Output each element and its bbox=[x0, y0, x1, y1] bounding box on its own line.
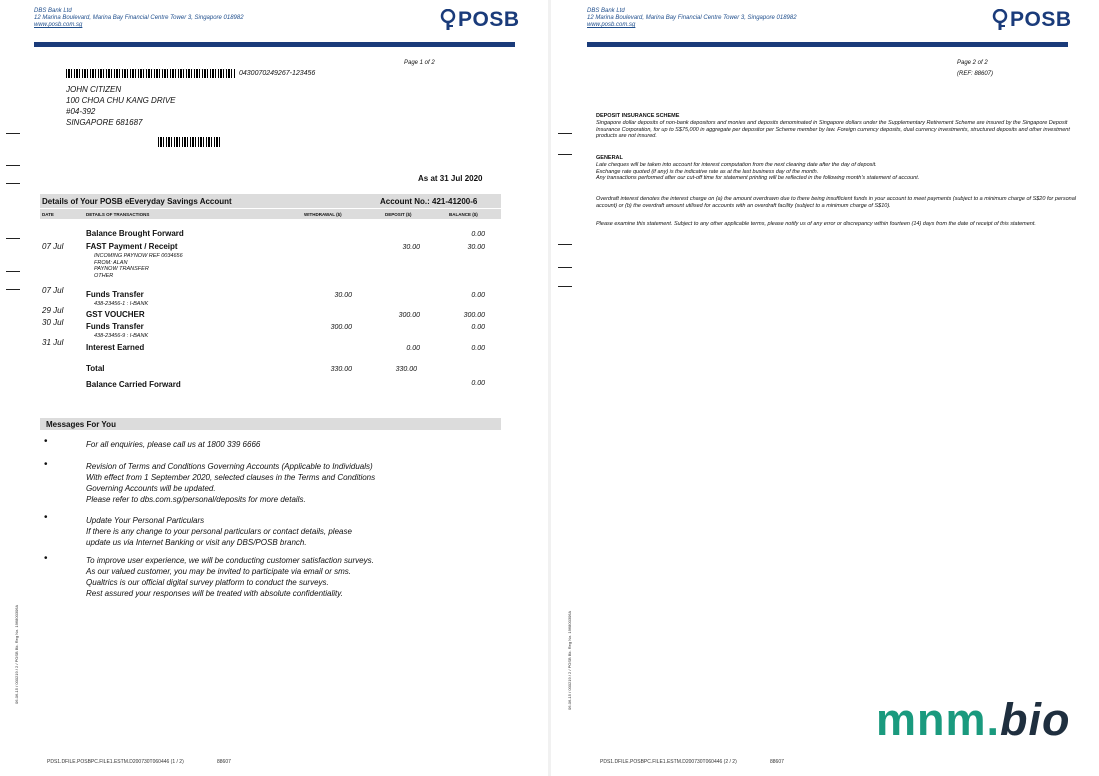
col-details: DETAILS OF TRANSACTIONS bbox=[86, 212, 150, 217]
bank-website-link[interactable]: www.posb.com.sg bbox=[34, 22, 83, 28]
header-divider bbox=[34, 42, 515, 47]
side-code: 06-06-15 / 000219 / 2 / POSB Bk. Reg No. 196800306A bbox=[567, 610, 572, 710]
bank-name: DBS Bank Ltd bbox=[587, 8, 625, 14]
footer-code: PDS1.DFILE.POSBPC.FILE1.ESTM.D200730T060446 (1 / 2) bbox=[47, 759, 184, 765]
address-line-3: SINGAPORE 681687 bbox=[66, 118, 143, 127]
txn-balance: 0.00 bbox=[471, 324, 485, 331]
txn-balance: 300.00 bbox=[463, 312, 485, 319]
watermark-part-2: bio bbox=[1000, 694, 1071, 745]
reference-number: (REF: 88607) bbox=[957, 71, 994, 77]
txn-withdrawal: 300.00 bbox=[330, 324, 352, 331]
fold-mark bbox=[6, 238, 20, 239]
col-balance: BALANCE ($) bbox=[449, 212, 478, 217]
txn-deposit: 0.00 bbox=[406, 345, 420, 352]
message-item: Update Your Personal Particulars If there is any change to your personal particulars or contact details, please update us via Internet Banking or visit any DBS/POSB branch. bbox=[86, 516, 352, 547]
deposit-insurance-title: DEPOSIT INSURANCE SCHEME bbox=[596, 113, 680, 119]
footer-ref: 88607 bbox=[217, 759, 231, 765]
txn-label: Funds Transfer bbox=[86, 322, 144, 331]
watermark-logo bbox=[876, 694, 1071, 746]
txn-label: FAST Payment / Receipt bbox=[86, 242, 178, 251]
posb-logo bbox=[440, 8, 520, 32]
address-line-2: #04-392 bbox=[66, 107, 96, 116]
fold-mark bbox=[558, 267, 572, 268]
txn-date: 07 Jul bbox=[42, 242, 64, 251]
fold-mark bbox=[6, 165, 20, 166]
txn-label: Funds Transfer bbox=[86, 290, 144, 299]
fold-mark bbox=[558, 154, 572, 155]
fold-mark bbox=[558, 133, 572, 134]
bullet: • bbox=[44, 436, 48, 447]
txn-deposit: 30.00 bbox=[402, 244, 420, 251]
bank-name: DBS Bank Ltd bbox=[34, 8, 72, 14]
account-title: Details of Your POSB eEveryday Savings Account bbox=[42, 197, 232, 206]
customer-name: JOHN CITIZEN bbox=[66, 85, 122, 94]
side-code: 06-06-15 / 000219 / 2 / POSB Bk. Reg No. 196800306A bbox=[14, 604, 19, 704]
message-item: Revision of Terms and Conditions Governing Accounts (Applicable to Individuals) With effect from 1 September 2020, selected clauses in the Terms and Conditions Governing Accounts will be updated. Please refer to dbs.com.sg/personal/deposits for more details. bbox=[86, 462, 376, 504]
fold-mark bbox=[558, 286, 572, 287]
txn-label: Balance Brought Forward bbox=[86, 229, 184, 238]
page-number: Page 2 of 2 bbox=[957, 60, 988, 66]
txn-sub-details: 438-23456-9 : I-BANK bbox=[94, 333, 149, 339]
general-text: Late cheques will be taken into account for interest computation from the next clearing date after the day of deposit. Exchange rate quoted (if any) is the indicative rate as at the last business day of the month. Any transactions performed after our cut-off time for statement printing will be reflected in the following month's statement of account. bbox=[596, 162, 920, 181]
address-line-1: 100 CHOA CHU KANG DRIVE bbox=[66, 96, 176, 105]
header-divider bbox=[587, 42, 1068, 47]
txn-balance: 30.00 bbox=[467, 244, 485, 251]
footer-ref: 88607 bbox=[770, 759, 784, 765]
watermark-part-1: mnm. bbox=[876, 694, 1001, 745]
txn-sub-details: INCOMING PAYNOW REF 0034656 FROM: ALAN PAYNOW TRANSFER OTHER bbox=[94, 253, 183, 279]
statement-page-1 bbox=[0, 0, 548, 776]
bank-address: 12 Marina Boulevard, Marina Bay Financial Centre Tower 3, Singapore 018982 bbox=[34, 15, 244, 21]
carried-balance: 0.00 bbox=[471, 380, 485, 387]
logo-text: POSB bbox=[1010, 8, 1072, 31]
logo-text: POSB bbox=[458, 8, 520, 31]
barcode-number: 0430070249267-123456 bbox=[239, 70, 316, 77]
txn-date: 07 Jul bbox=[42, 286, 64, 295]
statement-page-2 bbox=[551, 0, 1099, 776]
txn-balance: 0.00 bbox=[471, 231, 485, 238]
statement-date: As at 31 Jul 2020 bbox=[418, 174, 483, 183]
bank-address: 12 Marina Boulevard, Marina Bay Financial Centre Tower 3, Singapore 018982 bbox=[587, 15, 797, 21]
txn-balance: 0.00 bbox=[471, 292, 485, 299]
overdraft-text: Overdraft interest denotes the interest charge on (a) the amount overdrawn due to there being insufficient funds in your account to meet payments (subject to a minimum charge of S$20 for personal account) or (b) the overdraft amount utilised for accounts with an overdraft facility (subject to a minimum charge of S$10). bbox=[596, 196, 1076, 209]
account-number: Account No.: 421-41200-6 bbox=[380, 197, 478, 206]
bullet: • bbox=[44, 459, 48, 470]
footer-code: PDS1.DFILE.POSBPC.FILE1.ESTM.D200730T060446 (2 / 2) bbox=[600, 759, 737, 765]
message-item: For all enquiries, please call us at 1800 339 6666 bbox=[86, 440, 261, 449]
mail-barcode bbox=[66, 69, 236, 78]
posb-key-icon bbox=[440, 9, 456, 31]
postal-barcode bbox=[158, 137, 222, 147]
col-deposit: DEPOSIT ($) bbox=[385, 212, 412, 217]
txn-sub-details: 438-23456-1 : I-BANK bbox=[94, 301, 149, 307]
fold-mark bbox=[6, 289, 20, 290]
bank-header bbox=[34, 8, 244, 29]
message-item: To improve user experience, we will be conducting customer satisfaction surveys. As our valued customer, you may be invited to participate via email or sms. Qualtrics is our official digital survey platform to conduct the surveys. Rest assured your responses will be treated with absolute confidentiality. bbox=[86, 556, 374, 598]
messages-title: Messages For You bbox=[46, 420, 116, 429]
txn-date: 29 Jul bbox=[42, 306, 64, 315]
total-withdrawal: 330.00 bbox=[330, 366, 352, 373]
balance-carried-forward-label: Balance Carried Forward bbox=[86, 380, 181, 389]
txn-balance: 0.00 bbox=[471, 345, 485, 352]
customer-address bbox=[66, 84, 176, 128]
page-number: Page 1 of 2 bbox=[404, 60, 435, 66]
fold-mark bbox=[6, 183, 20, 184]
col-date: DATE bbox=[42, 212, 54, 217]
general-title: GENERAL bbox=[596, 155, 623, 161]
fold-mark bbox=[558, 244, 572, 245]
txn-label: Interest Earned bbox=[86, 343, 145, 352]
examine-statement-text: Please examine this statement. Subject to any other applicable terms, please notify us of any error or discrepancy within fourteen (14) days from the date of receipt of this statement. bbox=[596, 221, 1036, 227]
posb-key-icon bbox=[992, 9, 1008, 31]
txn-deposit: 300.00 bbox=[398, 312, 420, 319]
deposit-insurance-text: Singapore dollar deposits of non-bank depositors and monies and deposits denominated in Singapore dollars under the Supplementary Retirement Scheme are insured by the Singapore Deposit Insurance Corporation, for up to S$75,000 in aggregate per depositor per Scheme member by law. Foreign currency deposits, dual currency investments, structured deposits and other investment products are not insured. bbox=[596, 120, 1070, 139]
bank-website-link[interactable]: www.posb.com.sg bbox=[587, 22, 636, 28]
bullet: • bbox=[44, 553, 48, 564]
total-label: Total bbox=[86, 364, 105, 373]
txn-date: 30 Jul bbox=[42, 318, 64, 327]
fold-mark bbox=[6, 133, 20, 134]
txn-withdrawal: 30.00 bbox=[334, 292, 352, 299]
col-withdrawal: WITHDRAWAL ($) bbox=[304, 212, 342, 217]
bank-header bbox=[587, 8, 797, 29]
txn-date: 31 Jul bbox=[42, 338, 64, 347]
bullet: • bbox=[44, 512, 48, 523]
posb-logo bbox=[992, 8, 1072, 32]
fold-mark bbox=[6, 271, 20, 272]
total-deposit: 330.00 bbox=[395, 366, 417, 373]
txn-label: GST VOUCHER bbox=[86, 310, 145, 319]
